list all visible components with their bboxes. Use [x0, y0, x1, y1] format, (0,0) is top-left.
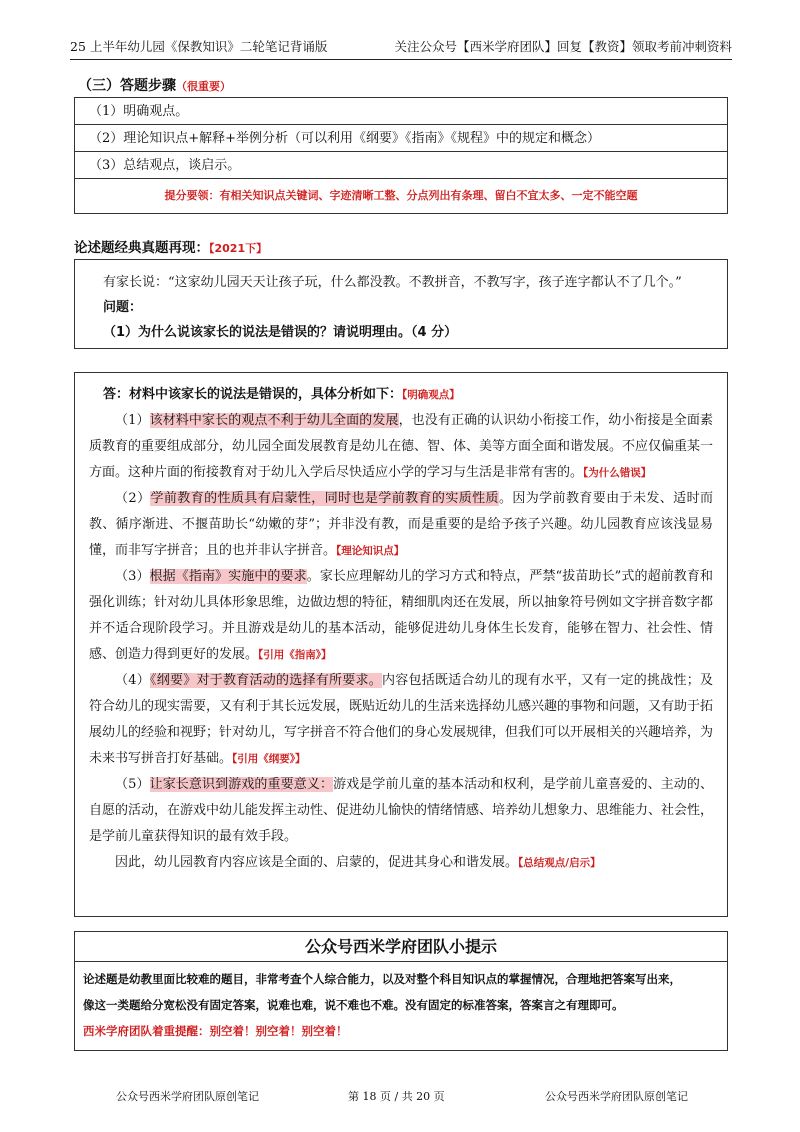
page-header — [70, 38, 732, 60]
step-item: （1）明确观点。 — [75, 98, 727, 125]
p4-highlight: 《纲要》对于教育活动的选择有所要求。 — [150, 673, 383, 688]
tips-warning: 西米学府团队着重提醒：别空着！别空着！别空着！ — [83, 1024, 348, 1038]
answer-lead-tag: 【明确观点】 — [402, 389, 460, 401]
answer-box — [74, 372, 728, 917]
exam-label: 问题： — [103, 300, 143, 315]
p1-num: （1） — [115, 413, 150, 428]
p5-highlight: 让家长意识到游戏的重要意义： — [149, 777, 334, 792]
answer-paragraph-4 — [89, 668, 713, 772]
p4-tag: 【引用《纲要》】 — [232, 753, 306, 765]
header-left-text: 25 上半年幼儿园《保教知识》二轮笔记背诵版 — [70, 39, 328, 54]
p1-tag: 【为什么错误】 — [583, 467, 652, 479]
steps-tip: 提分要领：有相关知识点关键词、字迹清晰工整、分点列出有条理、留白不宜太多、一定不能空题 — [164, 189, 638, 202]
exam-title — [74, 236, 267, 256]
tips-line: 像这一类题给分宽松没有固定答案，说难也难，说不难也不难。没有固定的标准答案，答案言之有理即可。 — [83, 998, 624, 1012]
section-title — [78, 75, 231, 95]
header-right-text: 关注公众号【西米学府团队】回复【教资】领取考前冲刺资料 — [394, 39, 732, 54]
p5-text: 游戏是学前儿童的基本活动和权利，是学前儿童喜爱的、主动的、自愿的活动，在游戏中幼儿能发挥主动性、促进幼儿愉快的情绪情感、培养幼儿想象力、思维能力、社会性，是学前儿童获得知识的最有效手段。 — [89, 777, 714, 844]
conclusion-tag: 【总结观点/启示】 — [518, 857, 601, 869]
exam-tag: 【2021下】 — [209, 242, 268, 255]
footer-left-text: 公众号西米学府团队原创笔记 — [116, 1090, 259, 1103]
p4-text: 内容包括既适合幼儿的现有水平，又有一定的挑战性；及符合幼儿的现实需要，又有利于其长远发展，既贴近幼儿的生活来选择幼儿感兴趣的事物和问题，又有助于拓展幼儿的经验和视野；针对幼儿，写字拼音不符合他们的身心发展规律，但我们可以开展相关的兴趣培养，为未来书写拼音打好基础。 — [89, 673, 714, 766]
question-box — [74, 259, 728, 349]
conclusion-text: 因此，幼儿园教育内容应该是全面的、启蒙的，促进其身心和谐发展。 — [115, 855, 519, 870]
answer-paragraph-5 — [89, 772, 713, 850]
exam-quote: 有家长说：“这家幼儿园天天让孩子玩，什么都没教。不教拼音，不教写字，孩子连字都认不了几个。” — [103, 275, 682, 290]
tips-box — [74, 931, 728, 1051]
p2-tag: 【理论知识点】 — [336, 545, 405, 557]
answer-paragraph-2 — [89, 486, 713, 564]
footer-right-text: 公众号西米学府团队原创笔记 — [545, 1090, 688, 1103]
page-number: 第 18 页 / 共 20 页 — [348, 1090, 445, 1103]
p3-highlight: 根据《指南》实施中的要求 — [149, 569, 307, 584]
tips-line: 论述题是幼教里面比较难的题目，非常考查个人综合能力，以及对整个科目知识点的掌握情况，合理地把答案写出来， — [83, 972, 681, 986]
section-tag: （很重要） — [176, 80, 231, 93]
steps-box — [74, 97, 728, 214]
p2-text: 。因为学前教育要由于未发、适时而教、循序渐进、不揠苗助长“幼嫩的芽”；并非没有教，而是重要的是给予孩子兴趣。幼儿园教育应该浅显易懂，而非写字拼音；且的也并非认字拼音。 — [89, 491, 713, 558]
p3-tag: 【引用《指南》】 — [258, 649, 332, 661]
p2-num: （2） — [115, 491, 151, 506]
answer-paragraph-1 — [89, 408, 713, 486]
p1-text: ，也没有正确的认识幼小衔接工作，幼小衔接是全面素质教育的重要组成部分，幼儿园全面发展教育是幼儿在德、智、体、美等方面全面和谐发展。不应仅偏重某一方面。这种片面的衔接教育对于幼儿入学后尽快适应小学的学习与生活是非常有害的。 — [89, 413, 714, 480]
answer-lead — [89, 382, 713, 408]
step-item: （2）理论知识点+解释+举例分析（可以利用《纲要》《指南》《规程》中的规定和概念） — [75, 125, 727, 152]
answer-lead-text: 答：材料中该家长的说法是错误的，具体分析如下： — [103, 387, 403, 402]
tips-title: 公众号西米学府团队小提示 — [75, 932, 727, 962]
exam-question: （1）为什么说该家长的说法是错误的？请说明理由。（4 分） — [103, 325, 458, 340]
answer-paragraph-3 — [89, 564, 713, 668]
p1-highlight: 该材料中家长的观点不利于幼儿全面的发展 — [149, 413, 399, 428]
p4-num: （4） — [115, 673, 151, 688]
exam-title-text: 论述题经典真题再现： — [74, 240, 209, 256]
p2-highlight: 学前教育的性质具有启蒙性，同时也是学前教育的实质性质 — [150, 491, 499, 506]
step-item: （3）总结观点，谈启示。 — [75, 152, 727, 179]
answer-conclusion — [89, 850, 713, 876]
p5-num: （5） — [115, 777, 150, 792]
section-title-text: （三）答题步骤 — [78, 78, 176, 94]
tips-body — [75, 962, 727, 1048]
p3-text: 。家长应理解幼儿的学习方式和特点，严禁“拔苗助长”式的超前教育和强化训练；针对幼儿具体形象思维，边做边想的特征，精细肌肉还在发展，所以抽象符号例如文字拼音数字都并不适合现阶段学习。并且游戏是幼儿的基本活动，能够促进幼儿身体生长发育，能够在智力、社会性、情感、创造力得到更好的发展。 — [89, 569, 714, 662]
p3-num: （3） — [115, 569, 150, 584]
